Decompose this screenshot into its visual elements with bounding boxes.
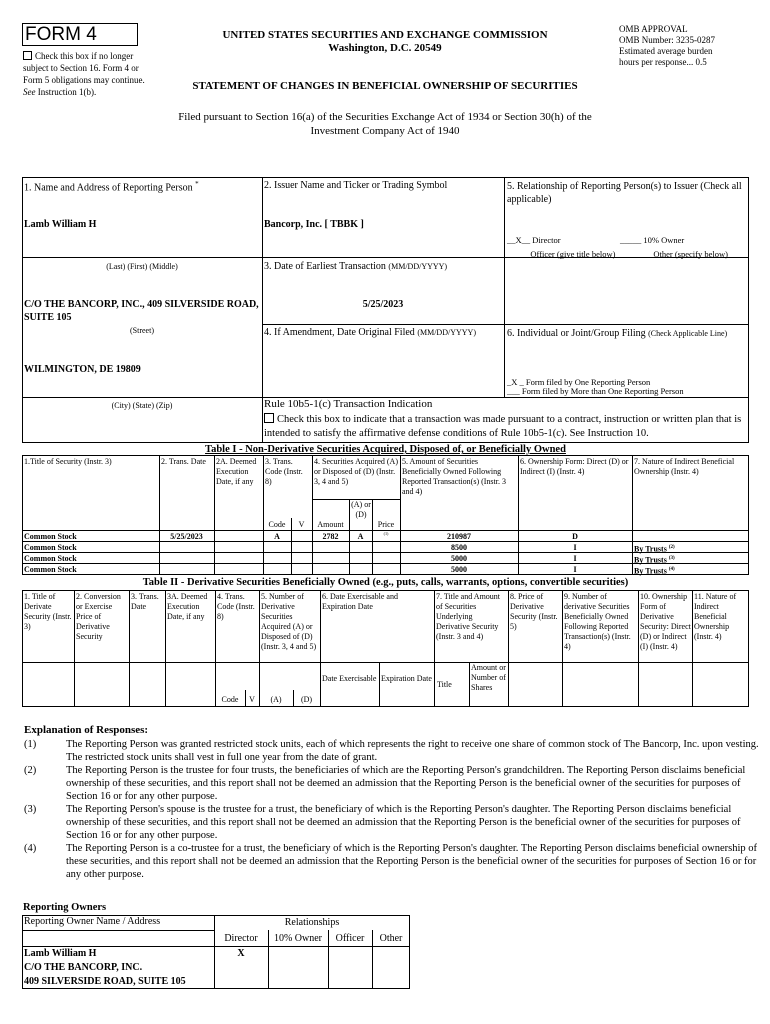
divider [22,930,214,931]
t2-h-sub-code: Code [221,695,239,704]
relationship-other: _____ Other (specify below) [630,249,728,259]
divider [638,590,639,707]
issuer-name: Bancorp, Inc. [ TBBK ] [264,219,364,230]
divider [22,662,749,663]
owner-name: Lamb William H [24,948,97,959]
t1-h-acquired: 4. Securities Acquired (A) or Disposed of (D) (Instr. 3, 4 and 5) [314,457,398,486]
divider [504,177,505,397]
t2-h-owned: 9. Number of derivative Securities Beneficially Owned Following Reported Transaction(s) (Instr. 4) [564,592,631,651]
city-state-zip-label: (City) (State) (Zip) [111,401,173,410]
t2-h-underlying: 7. Title and Amount of Securities Underlying Derivative Security (Instr. 3 and 4) [436,592,501,641]
divider [562,590,563,707]
relationship-ten-pct: _____ 10% Owner [620,235,685,245]
owners-col-director: Director [224,933,258,944]
no-longer-subject-note: Check this box if no longer subject to Section 16. Form 4 or Form 5 obligations may continue. See Instruction 1(b). [23,51,145,97]
explanation-item-3: (3) The Reporting Person's spouse is the trustee for a trust, the beneficiary of which is the Reporting Person's daughter. The Reporting Person disclaims beneficial ownership of these securities, and this report shall not be deemed an admission that the Reporting Person is the beneficial owner of the securities for purposes of Section 16 or for any other purpose. [24,804,741,841]
t2-h-nature: 11. Nature of Indirect Beneficial Ownership (Instr. 4) [694,592,737,641]
t1-h-deemed: 2A. Deemed Execution Date, if any [216,457,257,486]
divider [22,257,262,258]
owners-col-ten-pct: 10% Owner [273,933,323,944]
box5-label: 5. Relationship of Reporting Person(s) to Issuer (Check all applicable) [507,181,742,205]
owners-col-rel: Relationships [284,917,340,928]
divider [379,662,380,707]
filed-pursuant: Filed pursuant to Section 16(a) of the Securities Exchange Act of 1934 or Section 30(h) of the Investment Company Act of 1940 [178,111,592,137]
relationship-officer: _____ Officer (give title below) [507,249,616,259]
t2-h-sub-exp: Expiration Date [381,674,432,683]
divider [129,590,130,707]
t1-h-title: 1.Title of Security (Instr. 3) [24,457,112,466]
omb-approval: OMB APPROVAL OMB Number: 3235-0287 Estimated average burden hours per response... 0.5 [619,24,715,67]
t1-h-sub-aord: (A) or (D) [351,500,371,519]
t1-h-sub-code: Code [268,520,286,529]
divider [320,590,321,707]
form-title: FORM 4 [25,24,97,45]
t1-h-nature: 7. Nature of Indirect Beneficial Ownership (Instr. 4) [634,457,735,476]
t2-h-sub-date-ex: Date Exercisable [322,674,377,683]
reporting-owners-title: Reporting Owners [23,902,107,913]
box3-label: 3. Date of Earliest Transaction (MM/DD/YYYY) [264,261,448,272]
t2-h-sub-a: (A) [270,695,282,704]
t2-h-title: 1. Title of Derivate Security (Instr. 3) [24,592,72,631]
t1-h-form: 6. Ownership Form: Direct (D) or Indirect (I) (Instr. 4) [520,457,629,476]
reporting-person-name: Lamb William H [24,219,97,230]
table2-title: Table II - Derivative Securities Beneficially Owned (e.g., puts, calls, warrants, options, convertible securities) [142,577,629,588]
divider [632,455,633,575]
t2-h-sub-amount: Amount or Number of Shares [471,663,506,692]
t2-h-date: 3. Trans. Date [131,592,159,611]
last-first-middle-label: (Last) (First) (Middle) [106,262,178,271]
t2-h-form: 10. Ownership Form of Derivative Security: Direct (D) or Indirect (I) (Instr. 4) [640,592,691,651]
divider [262,324,749,325]
divider [508,590,509,707]
filing-more-persons: ___ Form filed by More than One Reporting Person [507,386,684,396]
t2-h-deemed: 3A. Deemed Execution Date, if any [167,592,208,621]
city-state-zip: WILMINGTON, DE 19809 [24,364,141,375]
divider [22,541,749,542]
earliest-transaction-date: 5/25/2023 [362,299,404,310]
divider [74,590,75,707]
explanation-item-2: (2) The Reporting Person is the trustee for four trusts, the beneficiaries of which are the Reporting Person's grandchildren. The Reporting Person disclaims beneficial ownership of these securities, and this report shall not be deemed an admission that the Reporting Person is the beneficial owner of the securities for purposes of Section 16 or for any other purpose. [24,765,746,802]
t1-h-owned: 5. Amount of Securities Beneficially Owned Following Reported Transaction(s) (Instr. 3 and 4) [402,457,506,496]
owners-col-other: Other [379,933,403,944]
divider [165,590,166,707]
explanation-item-1: (1) The Reporting Person was granted restricted stock units, each of which represents the right to receive one share of common stock of The Bancorp, Inc. upon vesting. The restricted stock units shall vest in full one year from the date of grant. [24,739,759,763]
t2-h-exercisable: 6. Date Exercisable and Expiration Date [322,592,398,611]
divider [469,662,470,707]
t2-h-code: 4. Trans. Code (Instr. 8) [217,592,255,621]
agency-location: Washington, D.C. 20549 [328,42,442,54]
relationship-director: __X__ Director [507,235,561,245]
t2-h-sub-v: V [249,695,255,704]
owner-director-mark: X [237,948,245,959]
t2-h-price: 8. Price of Derivative Security (Instr. 5) [510,592,558,631]
rule-text: Check this box to indicate that a transaction was made pursuant to a contract, instruction or written plan that is intended to satisfy the affirmative defense conditions of Rule 10b5-1(c). See Instruction 10. [264,414,742,439]
owners-col-officer: Officer [335,933,365,944]
divider [434,590,435,707]
divider [22,946,410,947]
box2-label: 2. Issuer Name and Ticker or Trading Symbol [264,180,448,191]
t1-h-sub-v: V [298,520,305,529]
filing-one-person: _X _ Form filed by One Reporting Person [507,377,651,387]
owners-col-name: Reporting Owner Name / Address [24,916,161,927]
no-longer-subject-checkbox[interactable] [23,51,32,60]
t1-h-sub-price: Price [377,520,395,529]
rule-checkbox[interactable] [264,413,274,423]
box1-label: 1. Name and Address of Reporting Person * [24,180,199,194]
t1-h-sub-amount: Amount [317,520,344,529]
agency-name: UNITED STATES SECURITIES AND EXCHANGE COMMISSION [222,29,548,41]
table1-title: Table I - Non-Derivative Securities Acquired, Disposed of, or Beneficially Owned [205,444,566,455]
t2-h-conversion: 2. Conversion or Exercise Price of Derivative Security [76,592,121,641]
rule-title: Rule 10b5-1(c) Transaction Indication [264,398,433,410]
statement-title: STATEMENT OF CHANGES IN BENEFICIAL OWNERSHIP OF SECURITIES [192,80,578,92]
divider [159,455,160,575]
t2-h-sub-d: (D) [300,695,313,704]
explanation-item-4: (4) The Reporting Person is a co-trustee for a trust, the beneficiary of which is the Reporting Person's daughter. The Reporting Person disclaims beneficial ownership of these securities, and this report shall not be deemed an admission that the Reporting Person is the beneficial owner of the securities for purposes of Section 16 or for any other purpose. [24,843,758,880]
owner-address-2: 409 SILVERSIDE ROAD, SUITE 105 [24,976,186,987]
divider [692,590,693,707]
divider [312,455,313,575]
t2-h-sub-title: Title [437,680,452,689]
explanation-title: Explanation of Responses: [24,724,149,736]
box4-label: 4. If Amendment, Date Original Filed (MM/DD/YYYY) [264,327,476,338]
divider [214,455,215,575]
t1-h-code: 3. Trans. Code (Instr. 8) [265,457,303,486]
divider [263,455,264,575]
t2-h-number: 5. Number of Derivative Securities Acquired (A) or Disposed of (D) (Instr. 3, 4 and 5) [261,592,317,651]
street-address: C/O THE BANCORP, INC., 409 SILVERSIDE ROAD, SUITE 105 [24,299,259,323]
owner-address-1: C/O THE BANCORP, INC. [24,962,143,973]
divider [262,177,263,443]
street-label: (Street) [130,326,154,335]
t1-h-date: 2. Trans. Date [161,457,206,466]
divider [215,590,216,707]
box6-label: 6. Individual or Joint/Group Filing (Check Applicable Line) [507,328,728,339]
divider [259,590,260,707]
